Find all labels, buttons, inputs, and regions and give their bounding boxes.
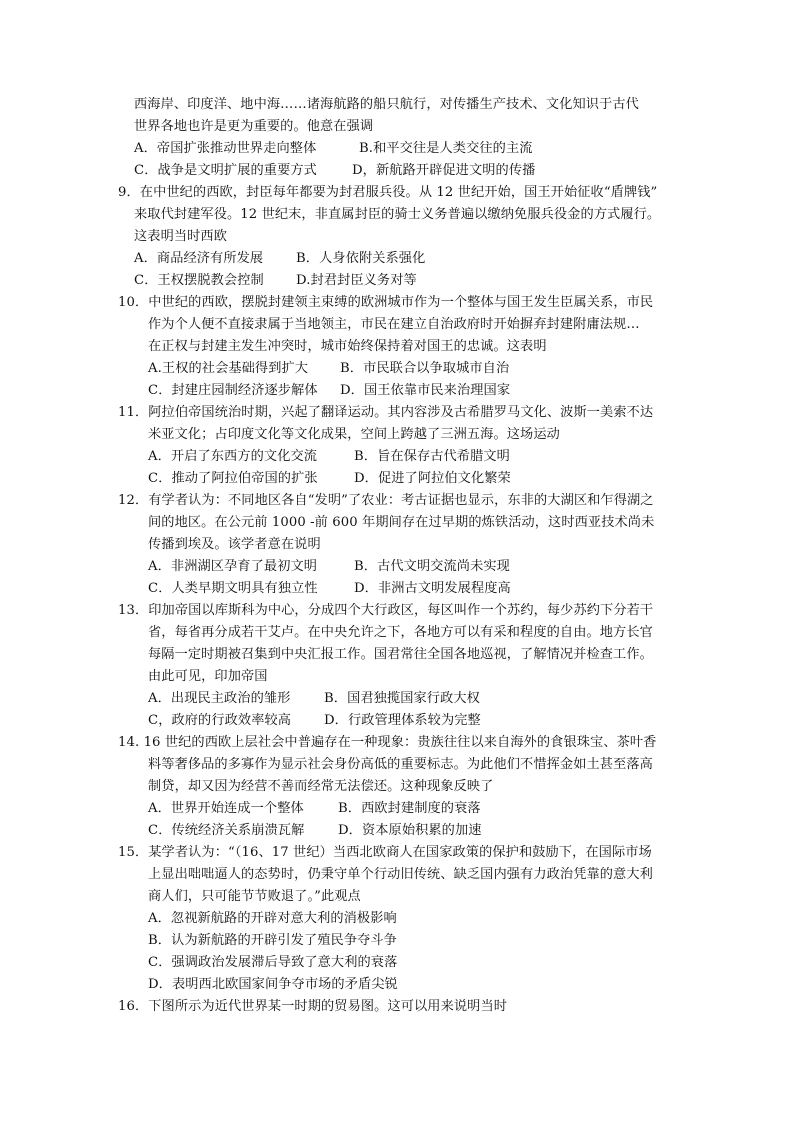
q15-option-c: C．强调政治发展滞后导致了意大利的衰落 — [148, 955, 398, 970]
q11-option-c: C．推动了阿拉伯帝国的扩张 — [148, 471, 318, 486]
q8-option-d: D，新航路开辟促进文明的传播 — [352, 163, 536, 178]
q14-option-c: C．传统经济关系崩溃瓦解 — [148, 823, 305, 838]
q10-option-c: C．封建庄园制经济逐步解体 — [148, 383, 318, 398]
q12-stem-line-3: 传播到埃及。该学者意在说明 — [148, 537, 321, 552]
q15-stem-line-2: 上显出咄咄逼人的态势时，仍秉守单个行动旧传统、缺乏国内强有力政治凭靠的意大利 — [148, 867, 653, 882]
q13-option-c: C，政府的行政效率较高 — [148, 713, 292, 728]
q10-stem-line-2: 作为个人便不直接隶属于当地领主，市民在建立自治政府时开始摒弃封建附庸法规… — [148, 317, 640, 332]
q13-options-row-1 — [148, 688, 480, 709]
q14-stem-line-1: 14. 16 世纪的西欧上层社会中普遍存在一种现象：贵族往往以来自海外的食银珠宝、茶叶香 — [118, 735, 657, 750]
q8-option-c: C．战争是文明扩展的重要方式 — [134, 163, 317, 178]
q10-stem-line-1: 10．中世纪的西欧，摆脱封建领主束缚的欧洲城市作为一个整体与国王发生臣属关系，市民 — [118, 295, 654, 310]
q12-options-row-2 — [148, 578, 511, 599]
q11-option-d: D．促进了阿拉伯文化繁荣 — [354, 471, 511, 486]
q14-option-d: D．资本原始积累的加速 — [338, 823, 482, 838]
q16-stem-line-1: 16．下图所示为近代世界某一时期的贸易图。这可以用来说明当时 — [118, 999, 508, 1014]
q9-option-a: A．商品经济有所发展 — [134, 251, 264, 266]
q12-stem-line-1: 12．有学者认为：不同地区各自“发明”了农业：考古证据也显示，东非的大湖区和乍得湖之 — [118, 493, 654, 508]
q9-stem-line-2: 来取代封建军役。12 世纪末，非直属封臣的骑士义务普遍以缴纳免服兵役金的方式履行。 — [134, 207, 661, 222]
q10-option-b: B．市民联合以争取城市自治 — [340, 361, 510, 376]
q9-option-d: D.封君封臣义务对等 — [296, 273, 417, 288]
q12-stem-line-2: 间的地区。在公元前 1000 -前 600 年期间存在过早期的炼铁活动，这时西亚技术尚未 — [148, 515, 655, 530]
q15-option-a: A．忽视新航路的开辟对意大利的消极影响 — [148, 911, 397, 926]
q14-option-b: B．西欧封建制度的衰落 — [338, 801, 481, 816]
q9-option-b: B．人身依附关系强化 — [296, 251, 426, 266]
q9-options-row-1 — [134, 248, 425, 269]
q11-options-row-1 — [148, 446, 510, 467]
q11-stem-line-2: 米亚文化；占印度文化等文化成果，空间上跨越了三洲五海。这场运动 — [148, 427, 560, 442]
q11-option-a: A．开启了东西方的文化交流 — [148, 449, 318, 464]
q8-stem-line-1: 西海岸、印度洋、地中海……诸海航路的船只航行，对传播生产技术、文化知识于古代 — [134, 97, 639, 112]
q10-option-a: A.王权的社会基础得到扩大 — [148, 361, 309, 376]
q11-option-b: B．旨在保存古代希腊文明 — [354, 449, 510, 464]
q12-options-row-1 — [148, 556, 510, 577]
q13-option-b: B．国君独揽国家行政大权 — [324, 691, 480, 706]
q14-options-row-2 — [148, 820, 482, 841]
q10-stem-line-3: 在正权与封建主发生冲突时，城市始终保持着对国王的忠诚。这表明 — [148, 339, 547, 354]
q13-stem-line-4: 由此可见，印加帝国 — [148, 669, 268, 684]
q13-option-a: A．出现民主政治的雏形 — [148, 691, 291, 706]
q8-option-a: A．帝国扩张推动世界走向整体 — [134, 141, 317, 156]
q15-stem-line-3: 商人们，只可能节节败退了。”此观点 — [148, 889, 361, 904]
q12-option-a: A．非洲湖区孕育了最初文明 — [148, 559, 318, 574]
q15-option-b: B．认为新航路的开辟引发了殖民争夺斗争 — [148, 933, 397, 948]
q8-options-row-1 — [134, 138, 533, 159]
q14-stem-line-2: 料等奢侈品的多寡作为显示社会身份高低的重要标志。为此他们不惜挥金如土甚至落高 — [148, 757, 653, 772]
q9-stem-line-3: 这表明当时西欧 — [134, 229, 228, 244]
q9-options-row-2 — [134, 270, 417, 291]
q10-option-d: D．国王依靠市民来治理国家 — [340, 383, 511, 398]
q14-options-row-1 — [148, 798, 481, 819]
q15-stem-line-1: 15．某学者认为：“（16、17 世纪）当西北欧商人在国家政策的保护和鼓励下，在国际市场 — [118, 845, 652, 860]
q13-stem-line-2: 省，每省再分成若干艾卢。在中央允许之下，各地方可以有采和程度的自由。地方长官 — [148, 625, 653, 640]
q11-options-row-2 — [148, 468, 511, 489]
q8-stem-line-2: 世界各地也许是更为重要的。他意在强调 — [134, 119, 374, 134]
q12-option-c: C．人类早期文明具有独立性 — [148, 581, 318, 596]
q9-option-c: C．王权摆脱教会控制 — [134, 273, 264, 288]
q13-stem-line-1: 13．印加帝国以库斯科为中心，分成四个大行政区，每区叫作一个苏约，每少苏约下分若干 — [118, 603, 654, 618]
q15-option-d: D．表明西北欧国家间争夺市场的矛盾尖锐 — [148, 977, 398, 992]
q13-option-d: D．行政管理体系较为完整 — [324, 713, 481, 728]
q14-option-a: A．世界开始连成一个整体 — [148, 801, 304, 816]
q14-stem-line-3: 制贷，却又因为经营不善而经常无法偿还。这种现象反映了 — [148, 779, 494, 794]
q12-option-b: B．古代文明交流尚未实现 — [354, 559, 510, 574]
q12-option-d: D．非洲古文明发展程度高 — [354, 581, 511, 596]
q13-options-row-2 — [148, 710, 481, 731]
q8-options-row-2 — [134, 160, 535, 181]
q10-options-row-2 — [148, 380, 510, 401]
q8-option-b: B.和平交往是人类交往的主流 — [359, 141, 533, 156]
q11-stem-line-1: 11．阿拉伯帝国统治时期，兴起了翻译运动。其内容涉及古希腊罗马文化、波斯一美索不达 — [118, 405, 654, 420]
q10-options-row-1 — [148, 358, 509, 379]
q9-stem-line-1: 9．在中世纪的西欧，封臣每年都要为封君服兵役。从 12 世纪开始，国王开始征收“盾牌钱” — [118, 185, 658, 200]
q13-stem-line-3: 每隔一定时期被召集到中央汇报工作。国君常往全国各地巡视，了解情况并检查工作。 — [148, 647, 653, 662]
